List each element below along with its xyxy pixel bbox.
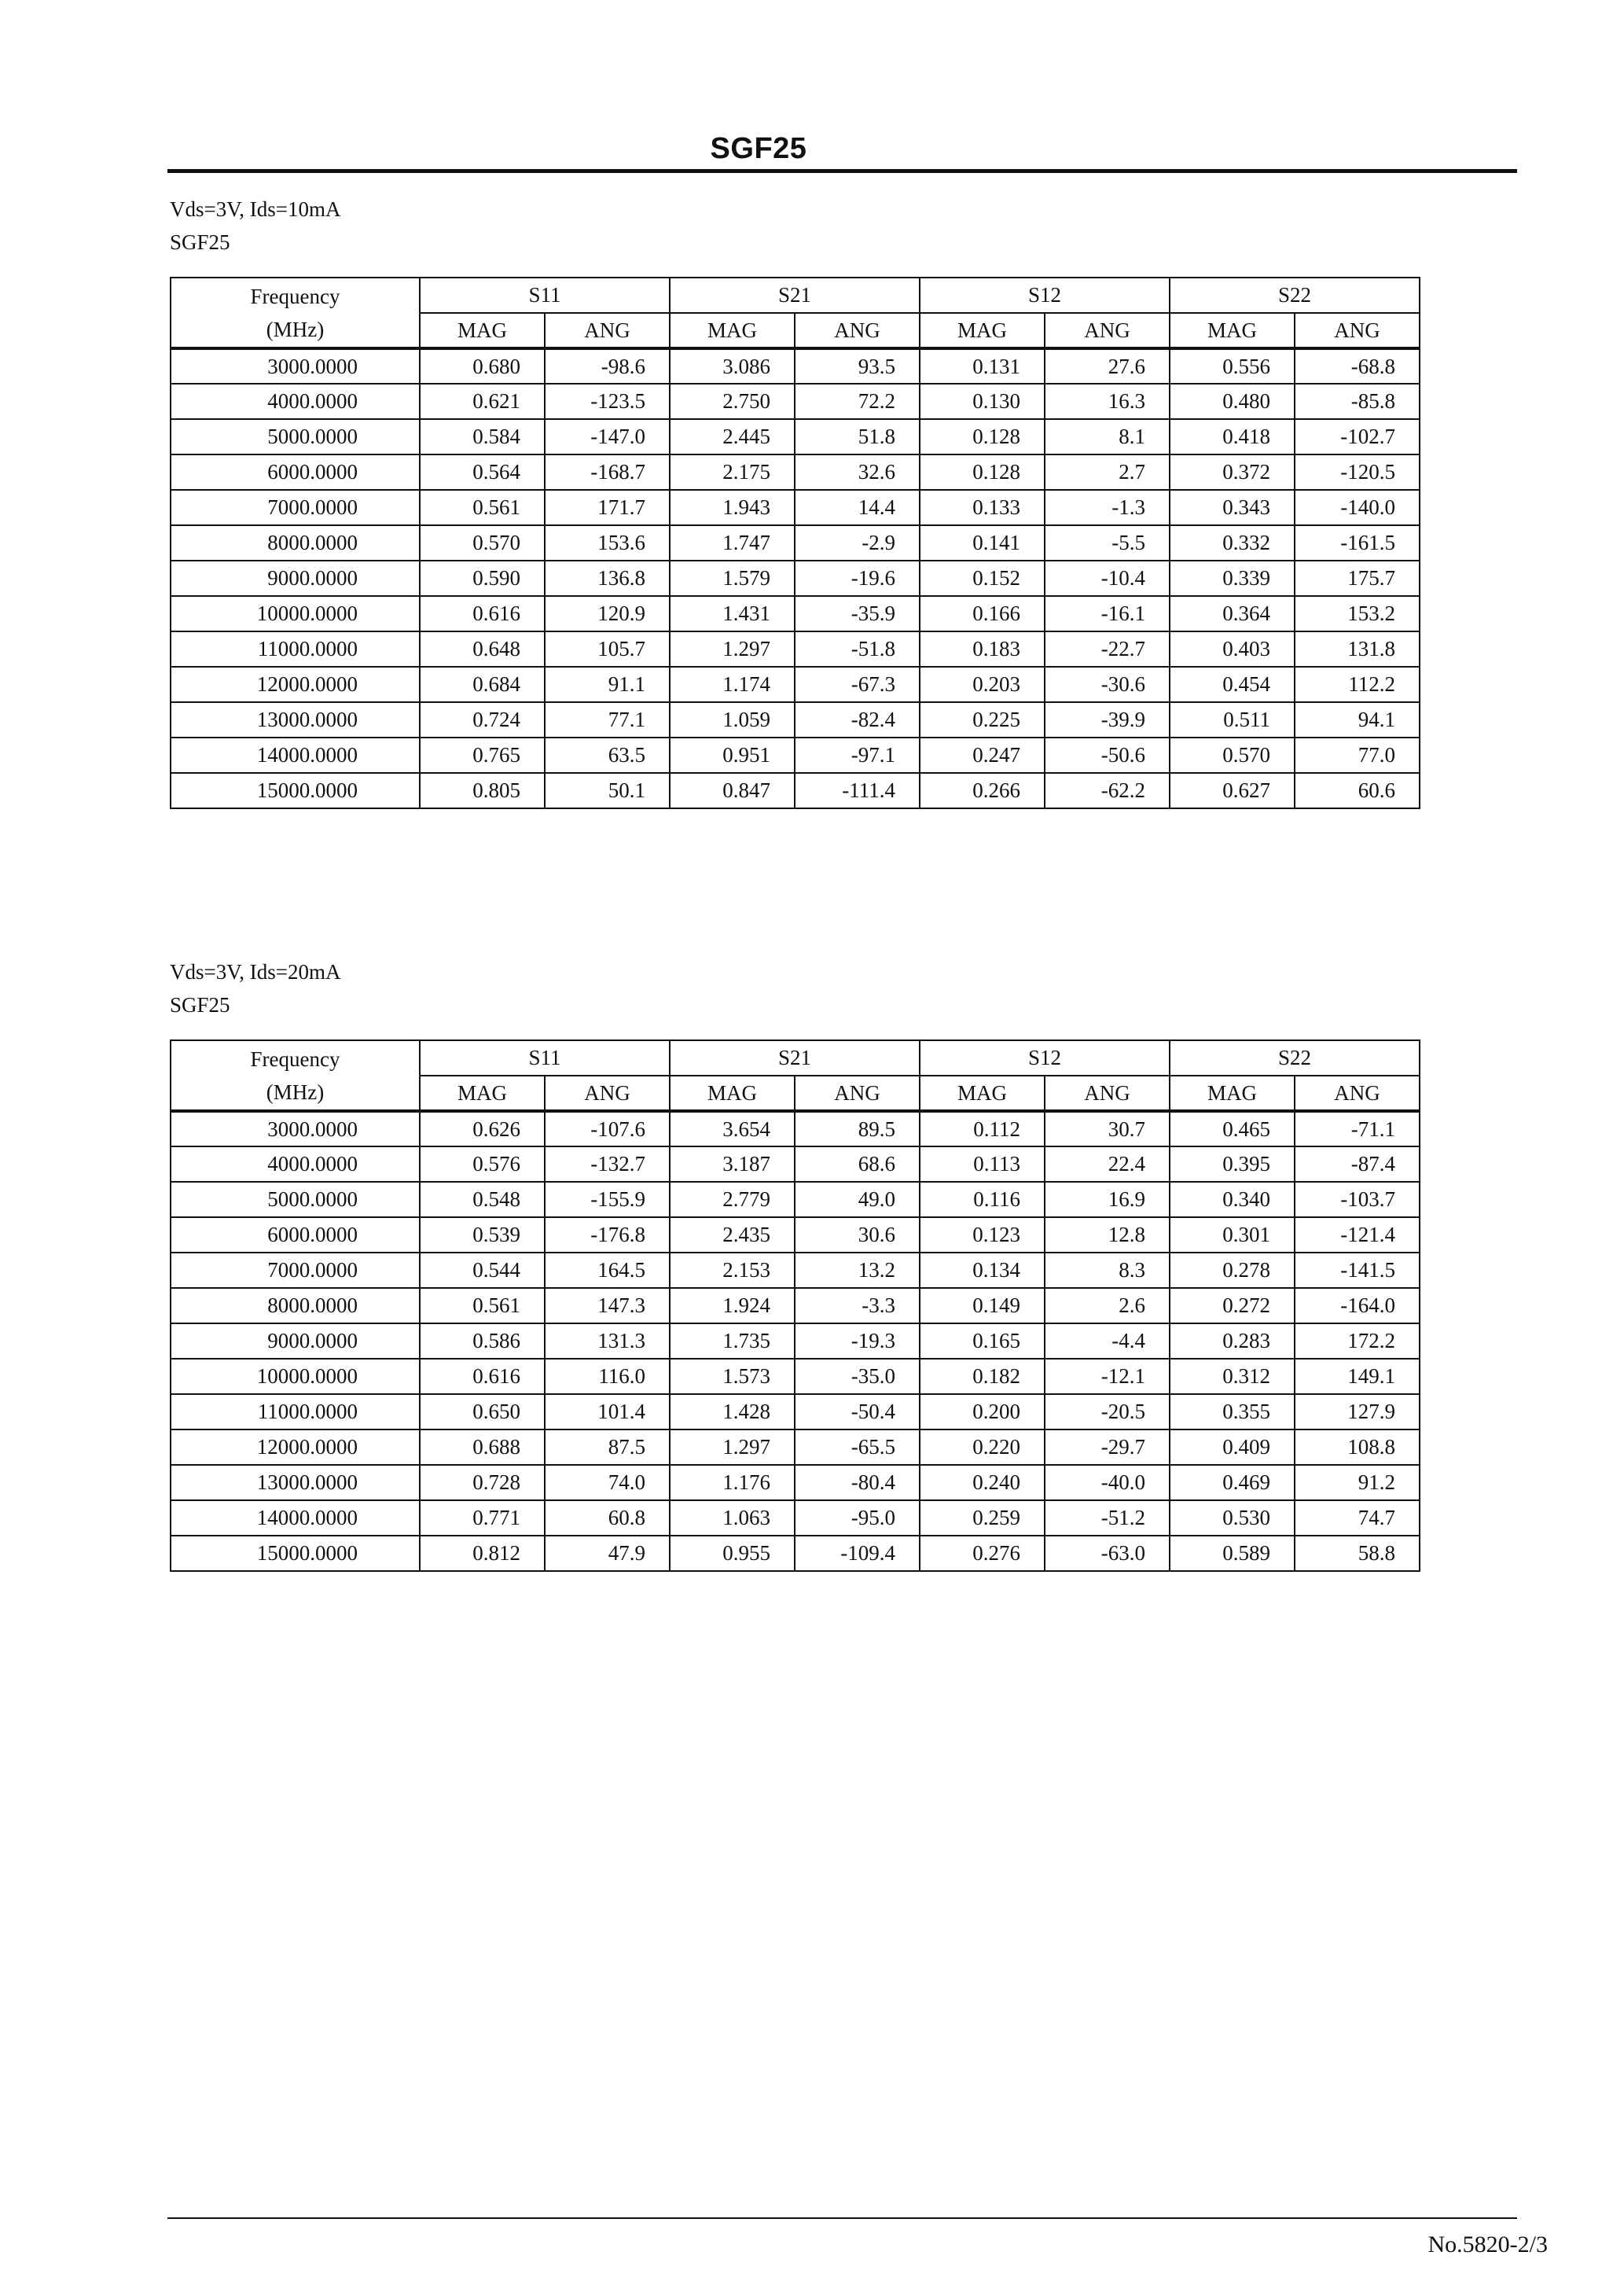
ang-cell: -39.9 — [1045, 702, 1170, 738]
ang-cell: -80.4 — [795, 1465, 920, 1500]
mag-cell: 0.266 — [920, 773, 1045, 808]
mag-cell: 1.924 — [670, 1288, 795, 1323]
ang-cell: -30.6 — [1045, 667, 1170, 702]
ang-cell: 153.2 — [1295, 596, 1420, 631]
mag-cell: 0.621 — [420, 384, 545, 419]
ang-cell: -16.1 — [1045, 596, 1170, 631]
mag-cell: 0.134 — [920, 1253, 1045, 1288]
mag-cell: 0.765 — [420, 738, 545, 773]
ang-cell: 2.7 — [1045, 454, 1170, 490]
mag-cell: 0.130 — [920, 384, 1045, 419]
ang-cell: -168.7 — [545, 454, 670, 490]
mag-cell: 1.428 — [670, 1394, 795, 1429]
ang-cell: -111.4 — [795, 773, 920, 808]
frequency-cell: 12000.0000 — [171, 1429, 420, 1465]
ang-cell: 93.5 — [795, 348, 920, 384]
frequency-cell: 10000.0000 — [171, 1359, 420, 1394]
mag-cell: 0.724 — [420, 702, 545, 738]
mag-cell: 0.332 — [1170, 525, 1295, 561]
mag-cell: 0.339 — [1170, 561, 1295, 596]
mag-cell: 0.626 — [420, 1111, 545, 1146]
table-row — [171, 348, 1420, 384]
mag-cell: 0.627 — [1170, 773, 1295, 808]
mag-cell: 0.403 — [1170, 631, 1295, 667]
ang-cell: -107.6 — [545, 1111, 670, 1146]
ang-header: ANG — [545, 313, 670, 348]
ang-cell: -51.8 — [795, 631, 920, 667]
table-row — [171, 738, 1420, 773]
table-row — [171, 773, 1420, 808]
ang-cell: 175.7 — [1295, 561, 1420, 596]
mag-cell: 0.203 — [920, 667, 1045, 702]
ang-cell: 47.9 — [545, 1536, 670, 1571]
table-row — [171, 384, 1420, 419]
ang-cell: -50.6 — [1045, 738, 1170, 773]
mag-cell: 0.728 — [420, 1465, 545, 1500]
ang-cell: -2.9 — [795, 525, 920, 561]
ang-cell: 60.6 — [1295, 773, 1420, 808]
ang-header: ANG — [1295, 313, 1420, 348]
mag-cell: 0.112 — [920, 1111, 1045, 1146]
mag-cell: 0.165 — [920, 1323, 1045, 1359]
frequency-cell: 14000.0000 — [171, 738, 420, 773]
mag-cell: 0.183 — [920, 631, 1045, 667]
table-row — [171, 1465, 1420, 1500]
mag-cell: 1.943 — [670, 490, 795, 525]
mag-cell: 2.175 — [670, 454, 795, 490]
mag-cell: 0.561 — [420, 1288, 545, 1323]
mag-header: MAG — [1170, 1076, 1295, 1111]
mag-cell: 0.771 — [420, 1500, 545, 1536]
mag-cell: 0.589 — [1170, 1536, 1295, 1571]
ang-cell: 87.5 — [545, 1429, 670, 1465]
table-row — [171, 1288, 1420, 1323]
table-row — [171, 1182, 1420, 1217]
mag-cell: 0.561 — [420, 490, 545, 525]
mag-cell: 0.166 — [920, 596, 1045, 631]
table2-caption — [170, 955, 340, 1021]
ang-cell: 127.9 — [1295, 1394, 1420, 1429]
mag-cell: 0.116 — [920, 1182, 1045, 1217]
table-row — [171, 1500, 1420, 1536]
mag-cell: 0.688 — [420, 1429, 545, 1465]
mag-cell: 1.063 — [670, 1500, 795, 1536]
table-row — [171, 1394, 1420, 1429]
mag-cell: 0.131 — [920, 348, 1045, 384]
mag-cell: 0.364 — [1170, 596, 1295, 631]
ang-cell: -132.7 — [545, 1146, 670, 1182]
mag-header: MAG — [670, 313, 795, 348]
ang-cell: 32.6 — [795, 454, 920, 490]
ang-cell: -63.0 — [1045, 1536, 1170, 1571]
mag-cell: 0.395 — [1170, 1146, 1295, 1182]
ang-cell: -5.5 — [1045, 525, 1170, 561]
frequency-cell: 7000.0000 — [171, 1253, 420, 1288]
frequency-header: Frequency (MHz) — [171, 278, 420, 348]
ang-cell: 108.8 — [1295, 1429, 1420, 1465]
ang-cell: -35.0 — [795, 1359, 920, 1394]
frequency-cell: 13000.0000 — [171, 1465, 420, 1500]
ang-cell: 72.2 — [795, 384, 920, 419]
table1-condition: Vds=3V, Ids=10mA — [170, 197, 341, 221]
ang-cell: -40.0 — [1045, 1465, 1170, 1500]
mag-cell: 0.584 — [420, 419, 545, 454]
ang-cell: 101.4 — [545, 1394, 670, 1429]
frequency-cell: 12000.0000 — [171, 667, 420, 702]
ang-cell: -4.4 — [1045, 1323, 1170, 1359]
frequency-cell: 14000.0000 — [171, 1500, 420, 1536]
table-row — [171, 1146, 1420, 1182]
mag-cell: 0.955 — [670, 1536, 795, 1571]
frequency-cell: 11000.0000 — [171, 631, 420, 667]
mag-cell: 0.570 — [420, 525, 545, 561]
mag-cell: 0.128 — [920, 419, 1045, 454]
ang-cell: 77.1 — [545, 702, 670, 738]
frequency-header: Frequency (MHz) — [171, 1040, 420, 1111]
frequency-cell: 3000.0000 — [171, 1111, 420, 1146]
ang-cell: -176.8 — [545, 1217, 670, 1253]
mag-header: MAG — [670, 1076, 795, 1111]
ang-cell: -67.3 — [795, 667, 920, 702]
ang-cell: 74.0 — [545, 1465, 670, 1500]
ang-cell: 50.1 — [545, 773, 670, 808]
ang-cell: -1.3 — [1045, 490, 1170, 525]
ang-cell: 149.1 — [1295, 1359, 1420, 1394]
ang-cell: 8.3 — [1045, 1253, 1170, 1288]
frequency-cell: 10000.0000 — [171, 596, 420, 631]
mag-cell: 2.445 — [670, 419, 795, 454]
mag-cell: 0.182 — [920, 1359, 1045, 1394]
mag-cell: 0.283 — [1170, 1323, 1295, 1359]
ang-cell: 91.1 — [545, 667, 670, 702]
ang-cell: 131.8 — [1295, 631, 1420, 667]
mag-cell: 0.340 — [1170, 1182, 1295, 1217]
mag-cell: 0.220 — [920, 1429, 1045, 1465]
ang-cell: -102.7 — [1295, 419, 1420, 454]
mag-cell: 0.128 — [920, 454, 1045, 490]
mag-cell: 2.435 — [670, 1217, 795, 1253]
ang-cell: 13.2 — [795, 1253, 920, 1288]
ang-cell: 30.7 — [1045, 1111, 1170, 1146]
frequency-cell: 11000.0000 — [171, 1394, 420, 1429]
table2-condition: Vds=3V, Ids=20mA — [170, 960, 341, 984]
ang-cell: 51.8 — [795, 419, 920, 454]
mag-cell: 0.247 — [920, 738, 1045, 773]
mag-cell: 0.680 — [420, 348, 545, 384]
mag-cell: 0.372 — [1170, 454, 1295, 490]
ang-cell: 27.6 — [1045, 348, 1170, 384]
ang-cell: -164.0 — [1295, 1288, 1420, 1323]
ang-cell: 112.2 — [1295, 667, 1420, 702]
ang-cell: -85.8 — [1295, 384, 1420, 419]
table-row — [171, 1359, 1420, 1394]
mag-cell: 0.650 — [420, 1394, 545, 1429]
mag-cell: 3.187 — [670, 1146, 795, 1182]
frequency-cell: 5000.0000 — [171, 1182, 420, 1217]
mag-cell: 1.297 — [670, 1429, 795, 1465]
mag-cell: 0.123 — [920, 1217, 1045, 1253]
mag-cell: 0.511 — [1170, 702, 1295, 738]
frequency-cell: 4000.0000 — [171, 384, 420, 419]
s21-header: S21 — [670, 278, 920, 313]
footer-rule — [167, 2217, 1517, 2219]
frequency-cell: 4000.0000 — [171, 1146, 420, 1182]
ang-cell: 171.7 — [545, 490, 670, 525]
frequency-cell: 15000.0000 — [171, 1536, 420, 1571]
ang-cell: 91.2 — [1295, 1465, 1420, 1500]
frequency-cell: 8000.0000 — [171, 1288, 420, 1323]
frequency-cell: 9000.0000 — [171, 1323, 420, 1359]
mag-cell: 0.272 — [1170, 1288, 1295, 1323]
sparam-table-10ma — [170, 277, 1420, 809]
ang-cell: 153.6 — [545, 525, 670, 561]
table-row — [171, 525, 1420, 561]
ang-cell: -121.4 — [1295, 1217, 1420, 1253]
ang-cell: -62.2 — [1045, 773, 1170, 808]
ang-cell: -97.1 — [795, 738, 920, 773]
table-row — [171, 1429, 1420, 1465]
page-title: SGF25 — [710, 132, 807, 165]
ang-cell: 105.7 — [545, 631, 670, 667]
mag-cell: 0.113 — [920, 1146, 1045, 1182]
mag-cell: 0.454 — [1170, 667, 1295, 702]
ang-cell: 116.0 — [545, 1359, 670, 1394]
sparam-table-20ma — [170, 1039, 1420, 1572]
ang-cell: -68.8 — [1295, 348, 1420, 384]
header-rule — [167, 169, 1517, 173]
ang-cell: -155.9 — [545, 1182, 670, 1217]
mag-header: MAG — [420, 313, 545, 348]
ang-cell: 89.5 — [795, 1111, 920, 1146]
mag-cell: 0.616 — [420, 596, 545, 631]
mag-cell: 0.590 — [420, 561, 545, 596]
mag-cell: 2.750 — [670, 384, 795, 419]
frequency-cell: 13000.0000 — [171, 702, 420, 738]
ang-cell: 74.7 — [1295, 1500, 1420, 1536]
mag-cell: 0.539 — [420, 1217, 545, 1253]
mag-cell: 1.747 — [670, 525, 795, 561]
s21-header: S21 — [670, 1040, 920, 1076]
table2-device: SGF25 — [170, 993, 230, 1017]
mag-cell: 0.544 — [420, 1253, 545, 1288]
mag-cell: 0.278 — [1170, 1253, 1295, 1288]
s11-header: S11 — [420, 278, 670, 313]
table-row — [171, 1253, 1420, 1288]
ang-cell: -87.4 — [1295, 1146, 1420, 1182]
ang-header: ANG — [1295, 1076, 1420, 1111]
ang-cell: -109.4 — [795, 1536, 920, 1571]
table-row — [171, 1536, 1420, 1571]
table-row — [171, 561, 1420, 596]
ang-cell: -10.4 — [1045, 561, 1170, 596]
ang-cell: -20.5 — [1045, 1394, 1170, 1429]
mag-cell: 0.276 — [920, 1536, 1045, 1571]
mag-cell: 0.576 — [420, 1146, 545, 1182]
frequency-cell: 9000.0000 — [171, 561, 420, 596]
mag-cell: 1.297 — [670, 631, 795, 667]
table-row — [171, 490, 1420, 525]
ang-header: ANG — [1045, 313, 1170, 348]
ang-cell: 8.1 — [1045, 419, 1170, 454]
mag-cell: 0.951 — [670, 738, 795, 773]
mag-cell: 1.431 — [670, 596, 795, 631]
ang-cell: -120.5 — [1295, 454, 1420, 490]
mag-cell: 0.564 — [420, 454, 545, 490]
mag-cell: 0.200 — [920, 1394, 1045, 1429]
mag-cell: 0.684 — [420, 667, 545, 702]
mag-cell: 0.343 — [1170, 490, 1295, 525]
mag-header: MAG — [420, 1076, 545, 1111]
table-row — [171, 596, 1420, 631]
s22-header: S22 — [1170, 278, 1420, 313]
table-row — [171, 1111, 1420, 1146]
ang-cell: -3.3 — [795, 1288, 920, 1323]
ang-cell: 12.8 — [1045, 1217, 1170, 1253]
mag-cell: 0.355 — [1170, 1394, 1295, 1429]
mag-cell: 0.812 — [420, 1536, 545, 1571]
table-row — [171, 419, 1420, 454]
mag-cell: 0.570 — [1170, 738, 1295, 773]
ang-cell: -19.3 — [795, 1323, 920, 1359]
document-number: No.5820-2/3 — [1427, 2232, 1548, 2257]
ang-cell: 131.3 — [545, 1323, 670, 1359]
mag-cell: 0.141 — [920, 525, 1045, 561]
mag-cell: 0.480 — [1170, 384, 1295, 419]
ang-cell: 77.0 — [1295, 738, 1420, 773]
mag-cell: 0.301 — [1170, 1217, 1295, 1253]
mag-cell: 0.548 — [420, 1182, 545, 1217]
mag-cell: 0.418 — [1170, 419, 1295, 454]
ang-cell: 60.8 — [545, 1500, 670, 1536]
ang-cell: 147.3 — [545, 1288, 670, 1323]
frequency-cell: 5000.0000 — [171, 419, 420, 454]
table-row — [171, 702, 1420, 738]
mag-cell: 1.059 — [670, 702, 795, 738]
ang-cell: 94.1 — [1295, 702, 1420, 738]
ang-cell: -65.5 — [795, 1429, 920, 1465]
frequency-cell: 7000.0000 — [171, 490, 420, 525]
ang-cell: 164.5 — [545, 1253, 670, 1288]
mag-cell: 0.556 — [1170, 348, 1295, 384]
mag-cell: 0.586 — [420, 1323, 545, 1359]
ang-header: ANG — [1045, 1076, 1170, 1111]
mag-cell: 0.805 — [420, 773, 545, 808]
ang-cell: -35.9 — [795, 596, 920, 631]
s12-header: S12 — [920, 278, 1170, 313]
ang-cell: -147.0 — [545, 419, 670, 454]
ang-cell: -141.5 — [1295, 1253, 1420, 1288]
ang-cell: -19.6 — [795, 561, 920, 596]
ang-cell: 14.4 — [795, 490, 920, 525]
ang-cell: 16.9 — [1045, 1182, 1170, 1217]
ang-cell: 136.8 — [545, 561, 670, 596]
mag-cell: 0.469 — [1170, 1465, 1295, 1500]
table-row — [171, 631, 1420, 667]
ang-cell: -95.0 — [795, 1500, 920, 1536]
frequency-cell: 15000.0000 — [171, 773, 420, 808]
frequency-cell: 6000.0000 — [171, 454, 420, 490]
mag-cell: 1.579 — [670, 561, 795, 596]
mag-cell: 0.152 — [920, 561, 1045, 596]
ang-cell: -123.5 — [545, 384, 670, 419]
ang-cell: -161.5 — [1295, 525, 1420, 561]
ang-cell: 2.6 — [1045, 1288, 1170, 1323]
mag-cell: 0.616 — [420, 1359, 545, 1394]
ang-cell: -51.2 — [1045, 1500, 1170, 1536]
table-row — [171, 1217, 1420, 1253]
frequency-cell: 8000.0000 — [171, 525, 420, 561]
table-row — [171, 667, 1420, 702]
mag-cell: 0.465 — [1170, 1111, 1295, 1146]
ang-cell: 172.2 — [1295, 1323, 1420, 1359]
mag-cell: 0.149 — [920, 1288, 1045, 1323]
ang-cell: 120.9 — [545, 596, 670, 631]
table1-caption — [170, 193, 340, 259]
frequency-cell: 3000.0000 — [171, 348, 420, 384]
mag-cell: 1.573 — [670, 1359, 795, 1394]
ang-header: ANG — [545, 1076, 670, 1111]
mag-header: MAG — [1170, 313, 1295, 348]
mag-cell: 0.240 — [920, 1465, 1045, 1500]
ang-cell: 63.5 — [545, 738, 670, 773]
mag-cell: 0.530 — [1170, 1500, 1295, 1536]
table1-device: SGF25 — [170, 230, 230, 254]
ang-cell: 30.6 — [795, 1217, 920, 1253]
ang-cell: 22.4 — [1045, 1146, 1170, 1182]
ang-header: ANG — [795, 313, 920, 348]
mag-cell: 3.086 — [670, 348, 795, 384]
ang-cell: -71.1 — [1295, 1111, 1420, 1146]
ang-header: ANG — [795, 1076, 920, 1111]
mag-cell: 1.735 — [670, 1323, 795, 1359]
ang-cell: 58.8 — [1295, 1536, 1420, 1571]
frequency-cell: 6000.0000 — [171, 1217, 420, 1253]
mag-cell: 0.133 — [920, 490, 1045, 525]
s12-header: S12 — [920, 1040, 1170, 1076]
ang-cell: -82.4 — [795, 702, 920, 738]
mag-cell: 0.409 — [1170, 1429, 1295, 1465]
mag-cell: 2.153 — [670, 1253, 795, 1288]
mag-cell: 0.847 — [670, 773, 795, 808]
ang-cell: -12.1 — [1045, 1359, 1170, 1394]
ang-cell: -98.6 — [545, 348, 670, 384]
mag-cell: 2.779 — [670, 1182, 795, 1217]
mag-cell: 0.312 — [1170, 1359, 1295, 1394]
ang-cell: 68.6 — [795, 1146, 920, 1182]
ang-cell: -140.0 — [1295, 490, 1420, 525]
ang-cell: -50.4 — [795, 1394, 920, 1429]
mag-cell: 0.225 — [920, 702, 1045, 738]
mag-header: MAG — [920, 1076, 1045, 1111]
ang-cell: -22.7 — [1045, 631, 1170, 667]
table-row — [171, 1323, 1420, 1359]
s22-header: S22 — [1170, 1040, 1420, 1076]
ang-cell: 16.3 — [1045, 384, 1170, 419]
mag-cell: 1.174 — [670, 667, 795, 702]
table-row — [171, 454, 1420, 490]
mag-cell: 0.259 — [920, 1500, 1045, 1536]
ang-cell: -103.7 — [1295, 1182, 1420, 1217]
s11-header: S11 — [420, 1040, 670, 1076]
mag-header: MAG — [920, 313, 1045, 348]
mag-cell: 3.654 — [670, 1111, 795, 1146]
ang-cell: 49.0 — [795, 1182, 920, 1217]
ang-cell: -29.7 — [1045, 1429, 1170, 1465]
mag-cell: 0.648 — [420, 631, 545, 667]
mag-cell: 1.176 — [670, 1465, 795, 1500]
